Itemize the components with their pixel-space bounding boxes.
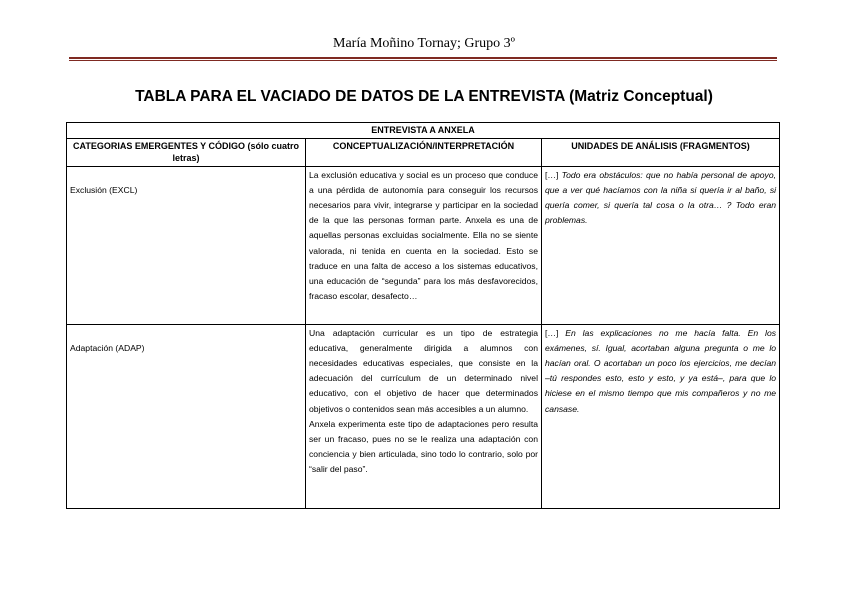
- table-header-row: [67, 138, 780, 166]
- table-caption-row: [67, 123, 780, 139]
- fragment-text: Todo era obstáculos: que no había personal de apoyo, que a ver qué hacíamos con la niña si quería ir al baño, si quería comer, si quería tal cosa o la otra… ? Todo eran problemas.: [545, 169, 777, 226]
- table-row: [67, 324, 780, 508]
- column-header-fragments: UNIDADES DE ANÁLISIS (FRAGMENTOS): [542, 138, 780, 166]
- category-cell: [67, 166, 306, 324]
- conceptualization-cell: [306, 166, 542, 324]
- document-title: TABLA PARA EL VACIADO DE DATOS DE LA ENTREVISTA (Matriz Conceptual): [135, 88, 713, 105]
- category-label: Adaptación (ADAP): [70, 342, 145, 353]
- conceptualization-text: Anxela experimenta este tipo de adaptaciones pero resulta ser un fracaso, pues no se le realiza una adaptación con conciencia y bien articulada, sino todo lo contrario, solo por “salir del paso”.: [309, 418, 538, 475]
- fragment-text: En las explicaciones no me hacía falta. En los exámenes, sí. Igual, acortaban alguna pregunta o me lo hacían oral. O acortaban un poco los ejercicios, me decían –tú respondes esto, esto y esto, y ya está–, para que lo hiciese en el mismo tiempo que mis compañeros y no me cansase.: [545, 327, 777, 414]
- conceptualization-text: La exclusión educativa y social es un proceso que conduce a una pérdida de autonomía para conseguir los recursos necesarios para vivir, integrarse y participar en la sociedad de la que las personas forman parte. Anxela es una de aquellas personas excluidas socialmente. Ella no se siente valorada, ni tenida en cuenta en la sociedad. Esto se traduce en una falta de acceso a los sistemas educativos, una educación de “segunda” para los más desfavorecidos, fracaso escolar, desafecto…: [309, 169, 538, 302]
- column-header-categories: CATEGORIAS EMERGENTES Y CÓDIGO (sólo cuatro letras): [67, 138, 306, 166]
- table-row: [67, 166, 780, 324]
- column-header-conceptualization: CONCEPTUALIZACIÓN/INTERPRETACIÓN: [306, 138, 542, 166]
- conceptualization-cell: [306, 324, 542, 508]
- fragment-cell: [542, 166, 780, 324]
- table-caption: ENTREVISTA A ANXELA: [67, 123, 780, 139]
- ellipsis-mark: […]: [545, 169, 559, 180]
- category-cell: [67, 324, 306, 508]
- header-divider: [69, 57, 777, 61]
- ellipsis-mark: […]: [545, 327, 559, 338]
- fragment-cell: [542, 324, 780, 508]
- conceptualization-text: Una adaptación curricular es un tipo de estrategia educativa, generalmente dirigida a alumnos con necesidades educativas especiales, que consiste en la adecuación del currículum de un determinado nivel educativo, con el objetivo de hacer que determinados objetivos o contenidos sean más accesibles a un alumno.: [309, 327, 538, 414]
- page-header-author: María Moñino Tornay; Grupo 3º: [333, 36, 515, 51]
- category-label: Exclusión (EXCL): [70, 184, 138, 195]
- conceptual-matrix-table: [66, 122, 780, 509]
